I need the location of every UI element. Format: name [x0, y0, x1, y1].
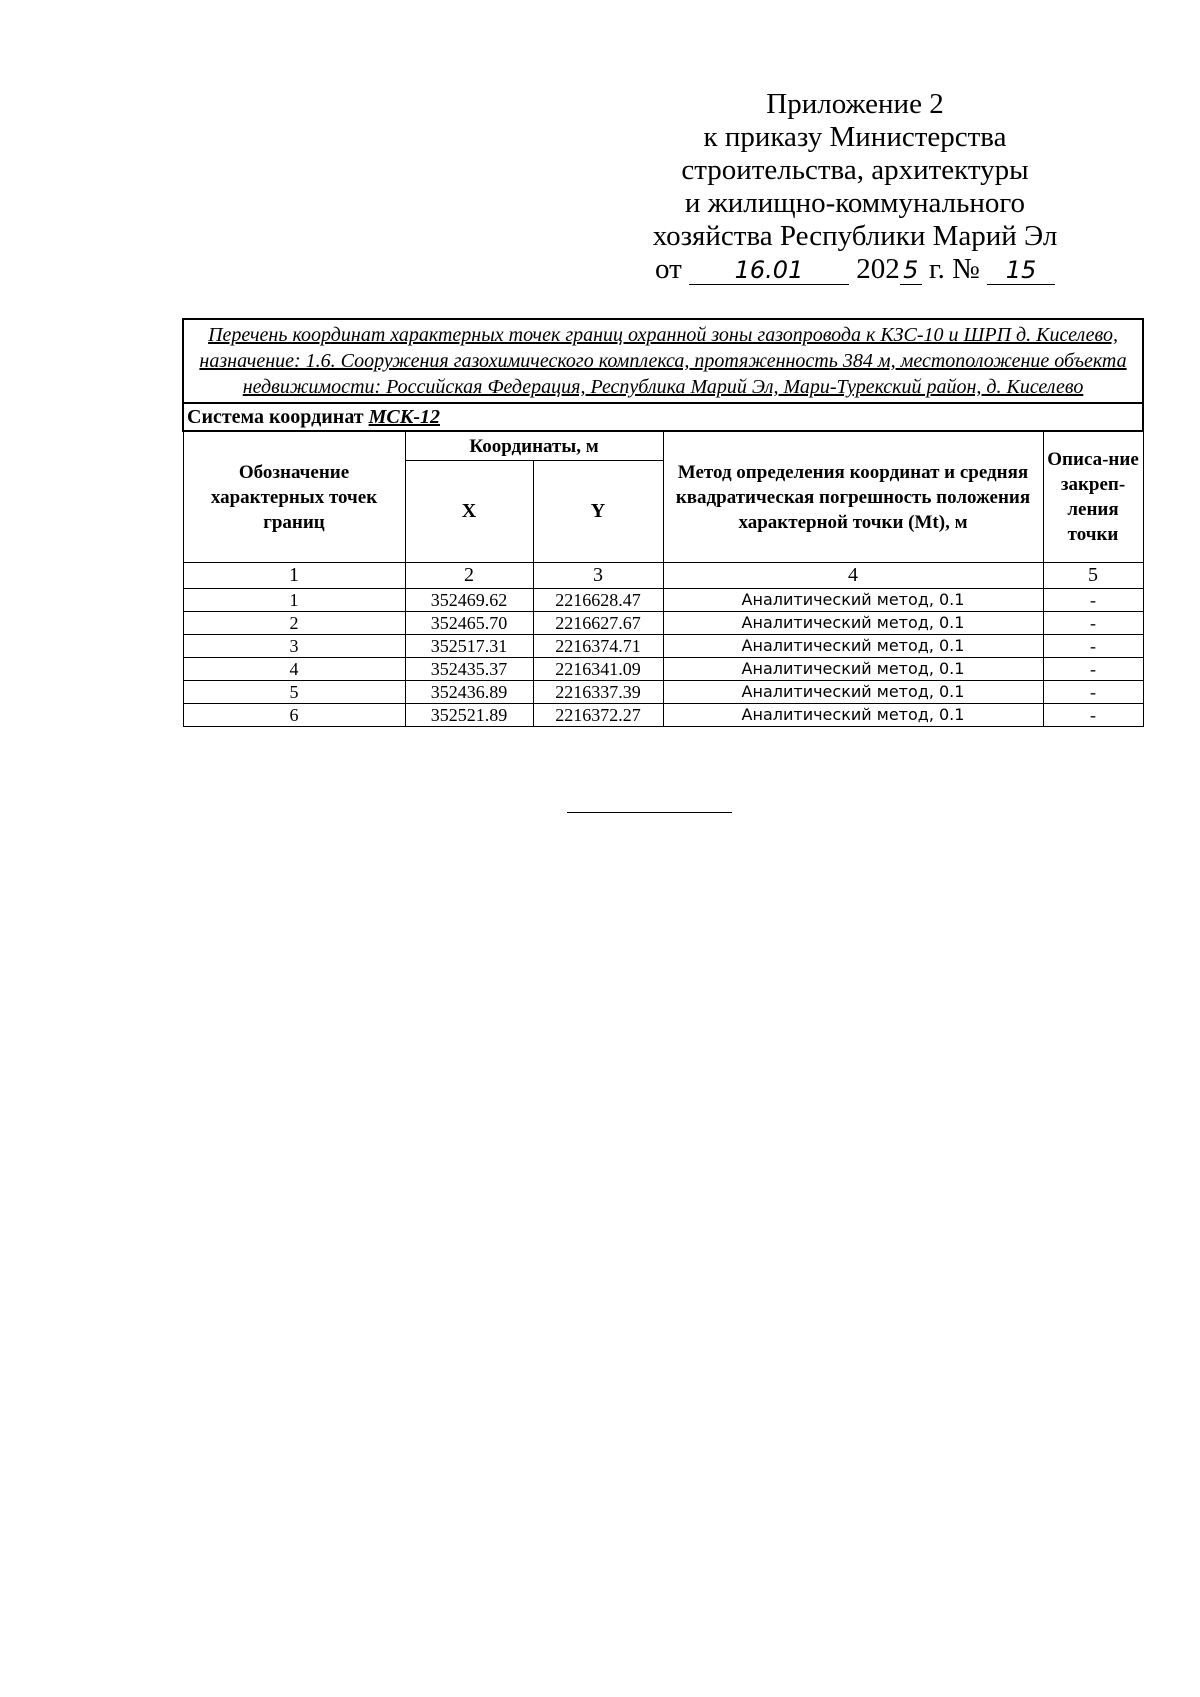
column-number: 5: [1043, 563, 1143, 589]
y-cell: 2216374.71: [533, 635, 663, 658]
description-cell: -: [1043, 681, 1143, 704]
year-suffix: г. №: [929, 253, 980, 285]
appendix-title: Приложение 2: [766, 88, 944, 120]
header-line-2: к приказу Министерства: [703, 121, 1007, 153]
method-cell: Аналитический метод, 0.1: [663, 658, 1043, 681]
x-cell: 352517.31: [405, 635, 533, 658]
from-label: от: [654, 253, 682, 285]
method-cell: Аналитический метод, 0.1: [663, 681, 1043, 704]
appendix-header: [640, 88, 1070, 286]
y-cell: 2216628.47: [533, 589, 663, 612]
description-cell: -: [1043, 704, 1143, 727]
description-cell: -: [1043, 635, 1143, 658]
coordinates-table: [182, 318, 1144, 727]
y-cell: 2216341.09: [533, 658, 663, 681]
method-cell: Аналитический метод, 0.1: [663, 635, 1043, 658]
point-cell: 2: [183, 612, 405, 635]
year-prefix: 202: [856, 253, 900, 285]
header-designation: Обозначение характерных точек границ: [183, 431, 405, 563]
method-cell: Аналитический метод, 0.1: [663, 589, 1043, 612]
table-row: [183, 681, 1143, 704]
column-number: 3: [533, 563, 663, 589]
x-cell: 352521.89: [405, 704, 533, 727]
coordinate-system-label: Система координат: [187, 405, 364, 428]
point-cell: 3: [183, 635, 405, 658]
header-method: Метод определения координат и средняя квадратическая погрешность положения характерной точки (Mt), м: [663, 431, 1043, 563]
header-coordinates: Координаты, м: [405, 431, 663, 461]
header-x: X: [405, 461, 533, 563]
x-cell: 352465.70: [405, 612, 533, 635]
method-cell: Аналитический метод, 0.1: [663, 612, 1043, 635]
header-line-4: и жилищно-коммунального: [684, 187, 1026, 219]
x-cell: 352435.37: [405, 658, 533, 681]
handwritten-date: 16.01: [689, 256, 849, 285]
table-row: [183, 589, 1143, 612]
coordinate-system-value: МСК-12: [368, 405, 440, 428]
column-number: 1: [183, 563, 405, 589]
point-cell: 5: [183, 681, 405, 704]
y-cell: 2216627.67: [533, 612, 663, 635]
header-line-3: строительства, архитектуры: [681, 154, 1029, 186]
description-cell: -: [1043, 658, 1143, 681]
x-cell: 352469.62: [405, 589, 533, 612]
coordinate-system: [183, 403, 1143, 431]
end-divider: [567, 812, 732, 813]
x-cell: 352436.89: [405, 681, 533, 704]
table-row: [183, 635, 1143, 658]
table-row: [183, 612, 1143, 635]
column-number: 4: [663, 563, 1043, 589]
point-cell: 6: [183, 704, 405, 727]
y-cell: 2216337.39: [533, 681, 663, 704]
column-number: 2: [405, 563, 533, 589]
table-row: [183, 658, 1143, 681]
point-cell: 1: [183, 589, 405, 612]
method-cell: Аналитический метод, 0.1: [663, 704, 1043, 727]
handwritten-order-number: 15: [987, 256, 1055, 285]
description-cell: -: [1043, 612, 1143, 635]
table-row: [183, 704, 1143, 727]
header-line-5: хозяйства Республики Марий Эл: [652, 220, 1058, 252]
description-cell: -: [1043, 589, 1143, 612]
order-date-line: [640, 253, 1070, 286]
header-y: Y: [533, 461, 663, 563]
table-title: Перечень координат характерных точек границ охранной зоны газопровода к КЗС-10 и ШРП д. Киселево, назначение: 1.6. Сооружения газохимического комплекса, протяженность 384 м, местоположение объекта недвижимости: Российская Федерация, Республика Марий Эл, Мари-Турекский район, д. Киселево: [183, 319, 1143, 403]
y-cell: 2216372.27: [533, 704, 663, 727]
point-cell: 4: [183, 658, 405, 681]
handwritten-year-digit: 5: [900, 256, 922, 285]
column-numbers-row: [183, 563, 1143, 589]
header-description: Описа-ние закреп-ления точки: [1043, 431, 1143, 563]
